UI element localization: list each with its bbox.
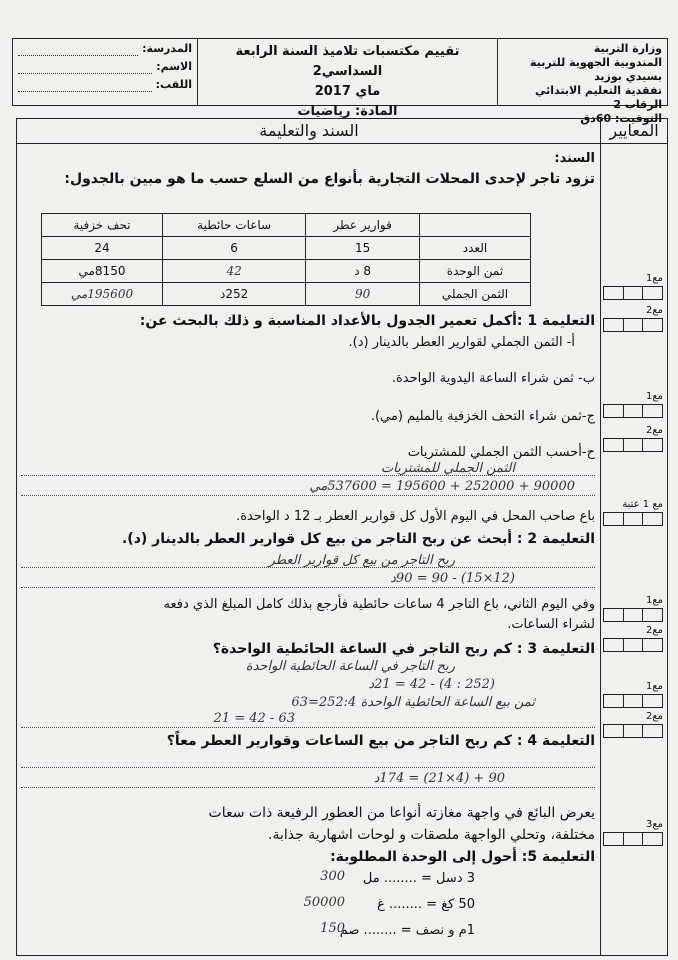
task5-line1: 3 دسل = ........ مل: [362, 871, 475, 886]
table-cell[interactable]: 90: [306, 283, 420, 306]
student-info-block: [13, 39, 197, 105]
sanad-label: السند:: [554, 151, 595, 166]
answer-line: [21, 587, 595, 588]
task5-intro1: يعرض البائع في واجهة مغازته أنواعا من العطور الرفيعة ذات سعات: [208, 805, 595, 821]
task1-d: ح-أحسب الثمن الجملي للمشتريات: [407, 445, 595, 460]
task5-line3-answer[interactable]: 150: [320, 921, 345, 936]
task4-answer-line1[interactable]: 90 + (4×21) = 174د: [373, 771, 505, 786]
criteria-box-m1-task4[interactable]: مع1: [603, 681, 663, 708]
task3-answer-line2[interactable]: (252 : 4) - 42 = 21د: [368, 677, 495, 692]
criteria-box-m3-task5[interactable]: مع3: [603, 819, 663, 846]
task1-c: ج-ثمن شراء التحف الخزفية بالمليم (مي).: [370, 409, 595, 424]
ministry: وزارة التربية: [593, 42, 662, 55]
table-cell: العدد: [420, 237, 531, 260]
table-header-cell: قوارير عطر: [306, 214, 420, 237]
school-field[interactable]: [18, 42, 138, 56]
task1-b: ب- ثمن شراء الساعة اليدوية الواحدة.: [391, 371, 595, 386]
inspection: تفقدية التعليم الابتدائي الرقاب 2: [535, 84, 662, 111]
criteria-box-m2-task1[interactable]: مع2: [603, 305, 663, 332]
table-row: [42, 237, 531, 260]
criteria-box-m1-task1d[interactable]: مع1: [603, 391, 663, 418]
name-label: الاسم:: [156, 60, 192, 73]
task5-intro2: مختلفة، وتحلي الواجهة ملصقات و لوحات اشهارية جذابة.: [268, 827, 595, 843]
exam-body: [16, 118, 668, 956]
task3-intro2: لشراء الساعات.: [507, 617, 595, 632]
answer-line: [21, 495, 595, 496]
criteria-box-m2-task3[interactable]: مع2: [603, 625, 663, 652]
table-row: [42, 283, 531, 306]
exam-date: ماي 2017: [314, 84, 381, 99]
answer-line: [21, 727, 595, 728]
task3-answer-line1[interactable]: ربح التاجر في الساعة الحائطية الواحدة: [245, 659, 455, 674]
criteria-box-m2-task1d[interactable]: مع2: [603, 425, 663, 452]
header-title-block: [197, 39, 497, 119]
table-header-cell: [420, 214, 531, 237]
task3-answer-line4[interactable]: 63 - 42 = 21: [213, 711, 295, 726]
task1-title: التعليمة 1 :أكمل تعمير الجدول بالأعداد المناسبة و ذلك بالبحث عن:: [139, 313, 595, 329]
sanad-text: تزود تاجر لإحدى المحلات التجارية بأنواع من السلع حسب ما هو مبين بالجدول:: [64, 171, 595, 187]
timing: التوقيت: 60دق: [580, 112, 662, 125]
exam-header: [12, 38, 668, 125]
table-cell: 6: [162, 237, 305, 260]
criteria-box-threshold[interactable]: مع 1 عتبة: [603, 499, 663, 526]
region: المندوبية الجهوية للتربية بسيدي بوزيد: [530, 56, 662, 83]
exam-subject: المادة: رياضيات: [297, 104, 398, 119]
table-cell: 252د: [162, 283, 305, 306]
table-header-cell: ساعات حائطية: [162, 214, 305, 237]
task2-title: التعليمة 2 : أبحث عن ربح التاجر من بيع كل قوارير العطر بالدينار (د).: [121, 531, 595, 547]
table-row: [42, 260, 531, 283]
task5-line1-answer[interactable]: 300: [320, 869, 345, 884]
task2-answer-line2[interactable]: (12×15) - 90 = 90د: [390, 571, 515, 586]
task1-answer-line1[interactable]: الثمن الجملي للمشتريات: [380, 461, 515, 476]
criteria-box-m1-task1[interactable]: مع1: [603, 273, 663, 300]
table-cell: 8 د: [306, 260, 420, 283]
table-cell: 8150مي: [42, 260, 163, 283]
answer-line: [21, 767, 595, 768]
answer-line: [21, 475, 595, 476]
goods-table: [41, 213, 531, 306]
table-cell: الثمن الجملي: [420, 283, 531, 306]
exam-title: تقييم مكتسبات تلاميذ السنة الرابعة السداسي2: [235, 44, 460, 79]
table-cell[interactable]: 195600مي: [42, 283, 163, 306]
criteria-box-m2-task4[interactable]: مع2: [603, 711, 663, 738]
task5-line2-answer[interactable]: 50000: [303, 895, 345, 910]
surname-label: اللقب:: [155, 78, 192, 91]
task3-title: التعليمة 3 : كم ربح التاجر في الساعة الحائطية الواحدة؟: [212, 641, 595, 657]
task5-title: التعليمة 5: أحول إلى الوحدة المطلوبة:: [330, 849, 595, 865]
column-divider: [600, 143, 601, 955]
table-cell: ثمن الوحدة: [420, 260, 531, 283]
task3-intro1: وفي اليوم الثاني، باع التاجر 4 ساعات حائطية فأرجع بذلك كامل المبلغ الذي دفعه: [163, 597, 595, 612]
surname-field[interactable]: [18, 78, 152, 92]
task2-intro: باع صاحب المحل في اليوم الأول كل قوارير العطر بـ 12 د الواحدة.: [236, 509, 595, 524]
task1-a: أ- الثمن الجملي لقوارير العطر بالدينار (د).: [348, 335, 575, 350]
table-cell: 15: [306, 237, 420, 260]
criteria-column-header: المعايير: [600, 119, 667, 143]
name-field[interactable]: [18, 60, 152, 74]
task2-answer-line1[interactable]: ربح التاجر من بيع كل قوارير العطر: [268, 553, 455, 568]
support-column-header: السند والتعليمة: [259, 121, 359, 140]
task3-answer-line3[interactable]: ثمن بيع الساعة الحائطية الواحدة 252:4=63: [291, 695, 535, 710]
answer-line: [21, 567, 595, 568]
task5-line2: 50 كغ = ........ غ: [377, 897, 475, 912]
table-cell[interactable]: 42: [162, 260, 305, 283]
task1-answer-line2[interactable]: 90000 + 252000 + 195600 = 537600مي: [309, 479, 575, 494]
school-label: المدرسة:: [142, 42, 192, 55]
criteria-box-m1-task3[interactable]: مع1: [603, 595, 663, 622]
answer-line: [21, 787, 595, 788]
table-cell: 24: [42, 237, 163, 260]
table-header-cell: تحف خزفية: [42, 214, 163, 237]
task4-title: التعليمة 4 : كم ربح التاجر من بيع الساعات وقوارير العطر معاً؟: [166, 733, 595, 749]
task5-line3: 1م و نصف = ........ صم: [339, 923, 475, 938]
header-right-block: [497, 39, 667, 125]
table-row: [42, 214, 531, 237]
